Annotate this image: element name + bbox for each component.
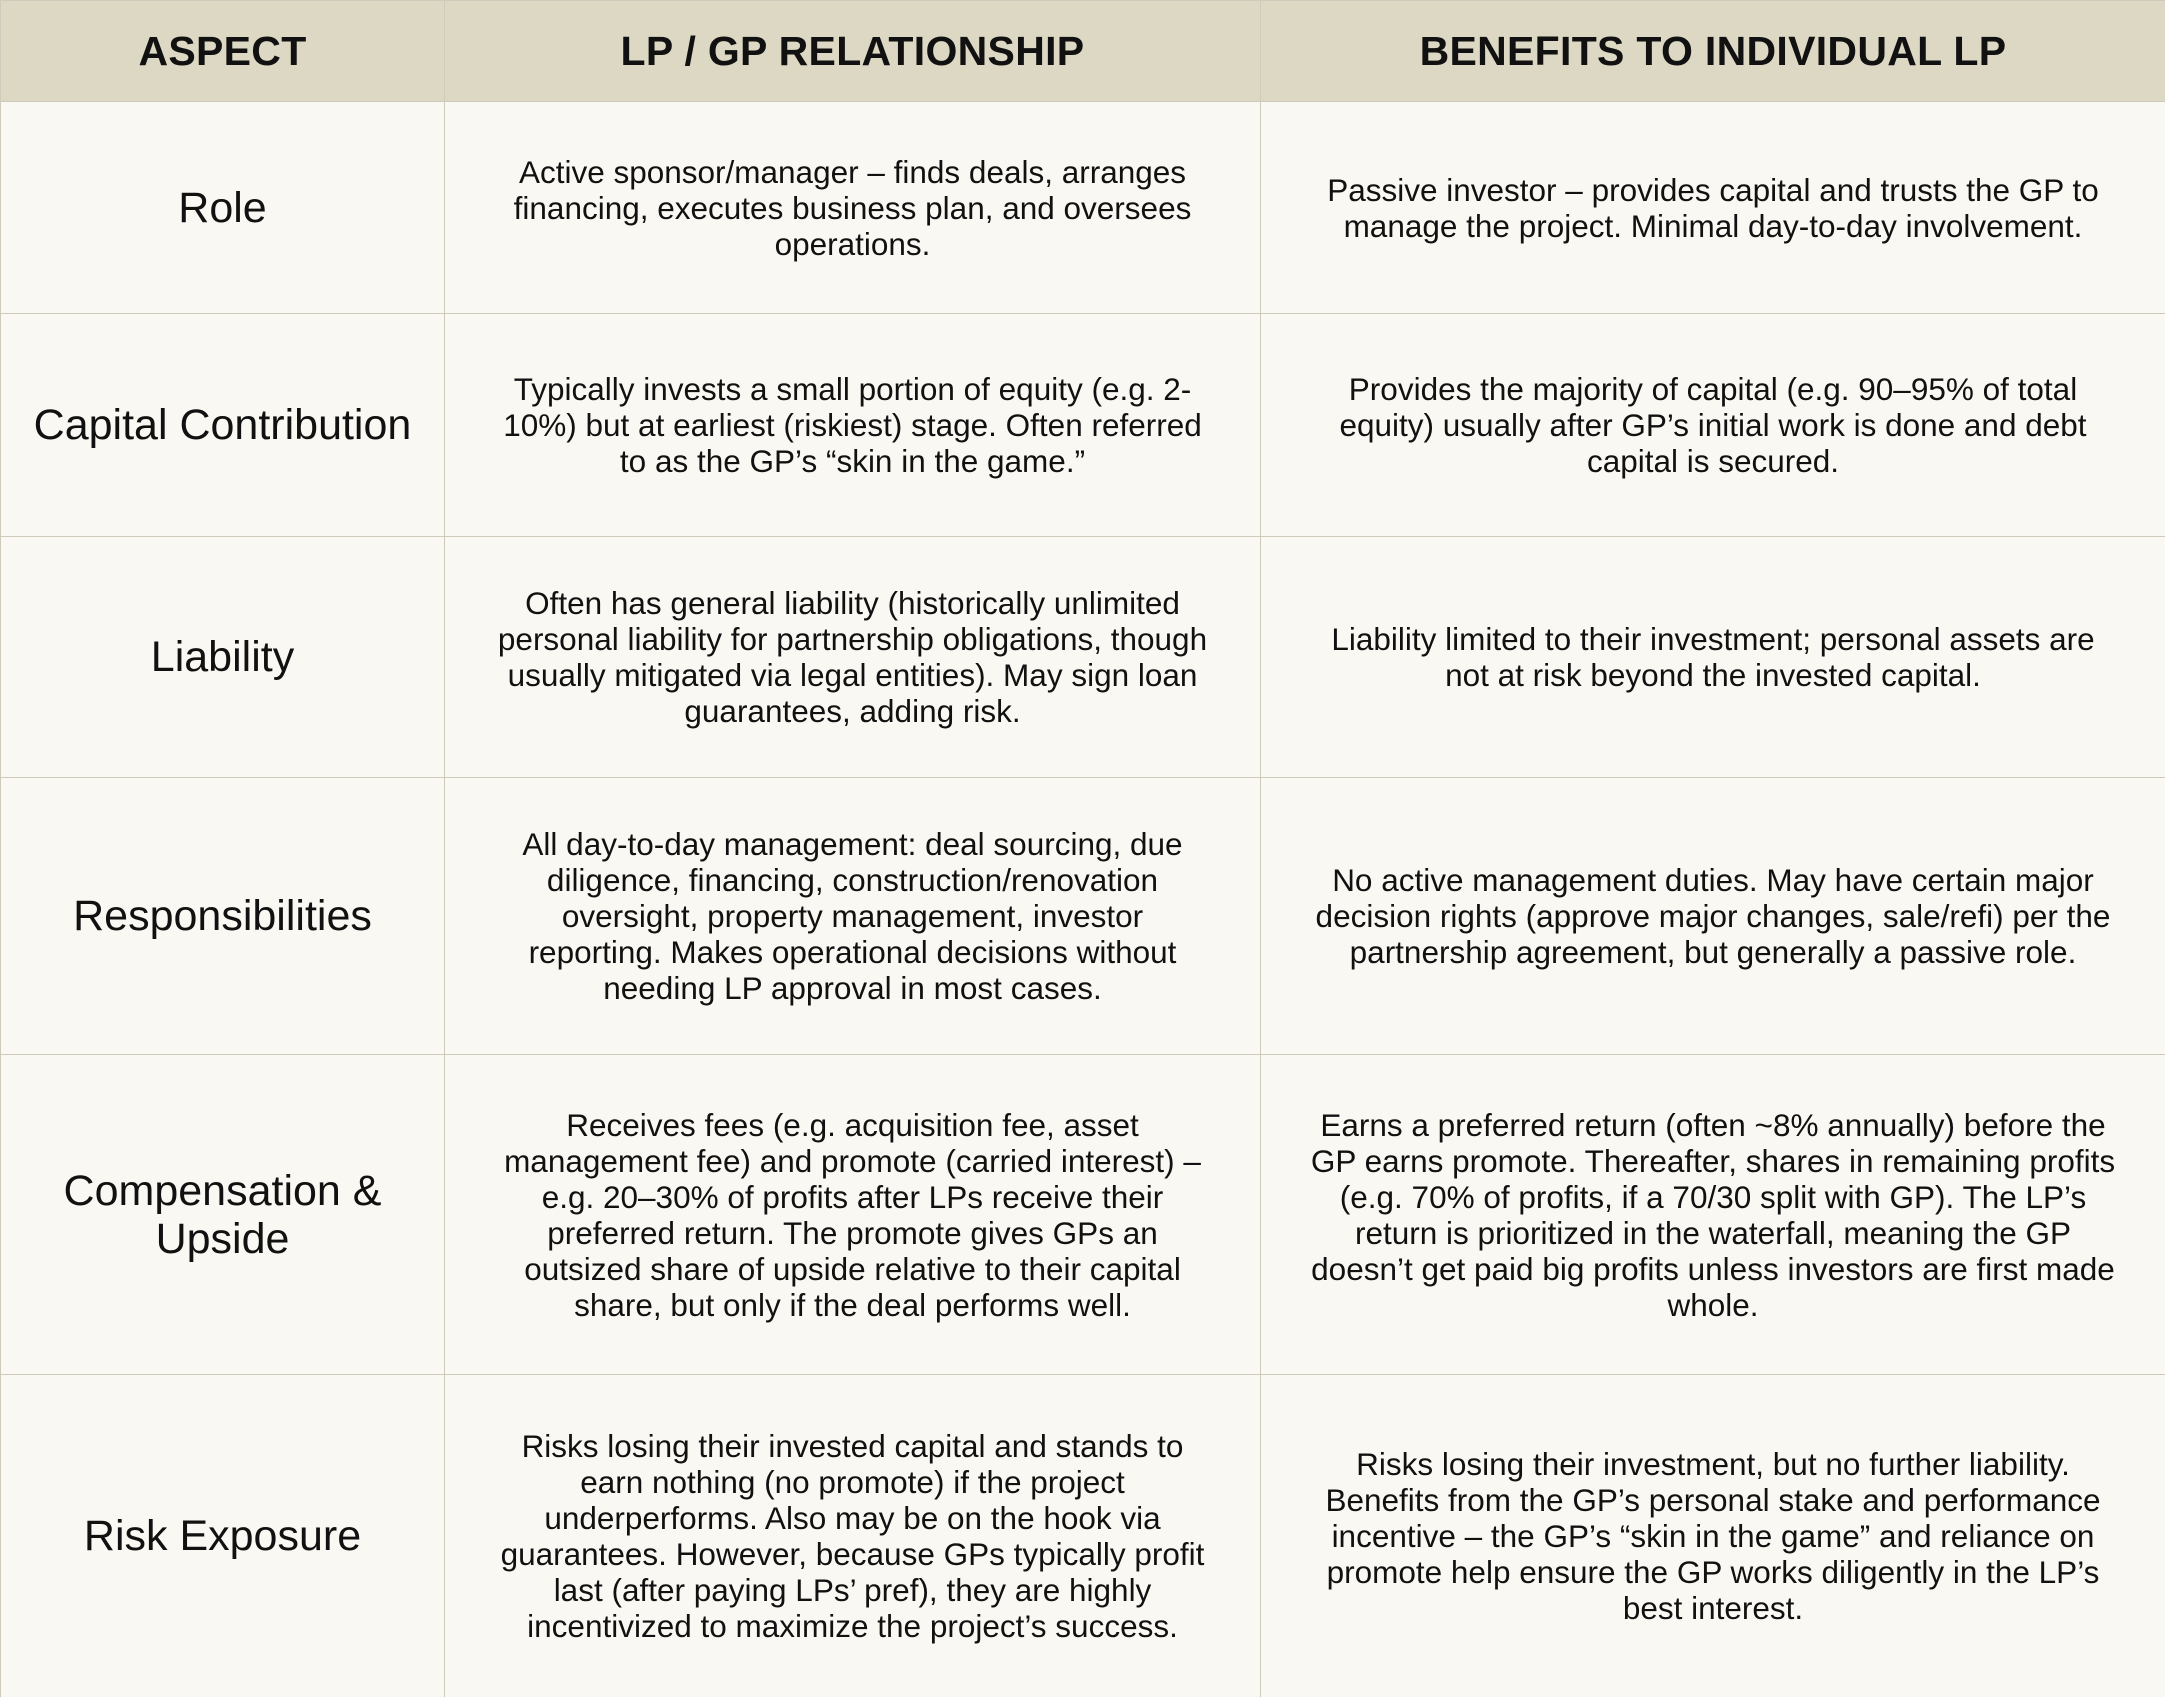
lp-benefits-cell: Liability limited to their investment; personal assets are not at risk beyond the invested capital. xyxy=(1261,537,2165,778)
aspect-cell: Role xyxy=(1,102,445,314)
table-row xyxy=(1,1375,2165,1697)
gp-relationship-cell: Receives fees (e.g. acquisition fee, asset management fee) and promote (carried interest) – e.g. 20–30% of profits after LPs receive their preferred return. The promote gives GPs an outsized share of upside relative to their capital share, but only if the deal performs well. xyxy=(445,1055,1261,1375)
header-row xyxy=(1,1,2165,102)
header-benefits-to-individual-lp: BENEFITS TO INDIVIDUAL LP xyxy=(1261,1,2165,102)
aspect-cell: Compensation & Upside xyxy=(1,1055,445,1375)
header-aspect: ASPECT xyxy=(1,1,445,102)
gp-relationship-cell: Typically invests a small portion of equity (e.g. 2-10%) but at earliest (riskiest) stage. Often referred to as the GP’s “skin in the game.” xyxy=(445,314,1261,537)
header-lp-gp-relationship: LP / GP RELATIONSHIP xyxy=(445,1,1261,102)
lp-benefits-cell: Provides the majority of capital (e.g. 90–95% of total equity) usually after GP’s initial work is done and debt capital is secured. xyxy=(1261,314,2165,537)
table-header xyxy=(1,1,2165,102)
lp-benefits-cell: Earns a preferred return (often ~8% annually) before the GP earns promote. Thereafter, shares in remaining profits (e.g. 70% of profits, if a 70/30 split with GP). The LP’s return is prioritized in the waterfall, meaning the GP doesn’t get paid big profits unless investors are first made whole. xyxy=(1261,1055,2165,1375)
gp-relationship-cell: Active sponsor/manager – finds deals, arranges financing, executes business plan, and oversees operations. xyxy=(445,102,1261,314)
aspect-cell: Capital Contribution xyxy=(1,314,445,537)
table-body xyxy=(1,102,2165,1697)
gp-relationship-cell: Often has general liability (historically unlimited personal liability for partnership obligations, though usually mitigated via legal entities). May sign loan guarantees, adding risk. xyxy=(445,537,1261,778)
gp-relationship-cell: Risks losing their invested capital and stands to earn nothing (no promote) if the project underperforms. Also may be on the hook via guarantees. However, because GPs typically profit last (after paying LPs’ pref), they are highly incentivized to maximize the project’s success. xyxy=(445,1375,1261,1697)
table-row xyxy=(1,1055,2165,1375)
lp-benefits-cell: Passive investor – provides capital and trusts the GP to manage the project. Minimal day-to-day involvement. xyxy=(1261,102,2165,314)
table-row xyxy=(1,778,2165,1055)
lp-benefits-cell: Risks losing their investment, but no further liability. Benefits from the GP’s personal stake and performance incentive – the GP’s “skin in the game” and reliance on promote help ensure the GP works diligently in the LP’s best interest. xyxy=(1261,1375,2165,1697)
table-row xyxy=(1,102,2165,314)
table-row xyxy=(1,314,2165,537)
table-row xyxy=(1,537,2165,778)
aspect-cell: Responsibilities xyxy=(1,778,445,1055)
aspect-cell: Risk Exposure xyxy=(1,1375,445,1697)
aspect-cell: Liability xyxy=(1,537,445,778)
gp-relationship-cell: All day-to-day management: deal sourcing, due diligence, financing, construction/renovation oversight, property management, investor reporting. Makes operational decisions without needing LP approval in most cases. xyxy=(445,778,1261,1055)
lp-benefits-cell: No active management duties. May have certain major decision rights (approve major changes, sale/refi) per the partnership agreement, but generally a passive role. xyxy=(1261,778,2165,1055)
